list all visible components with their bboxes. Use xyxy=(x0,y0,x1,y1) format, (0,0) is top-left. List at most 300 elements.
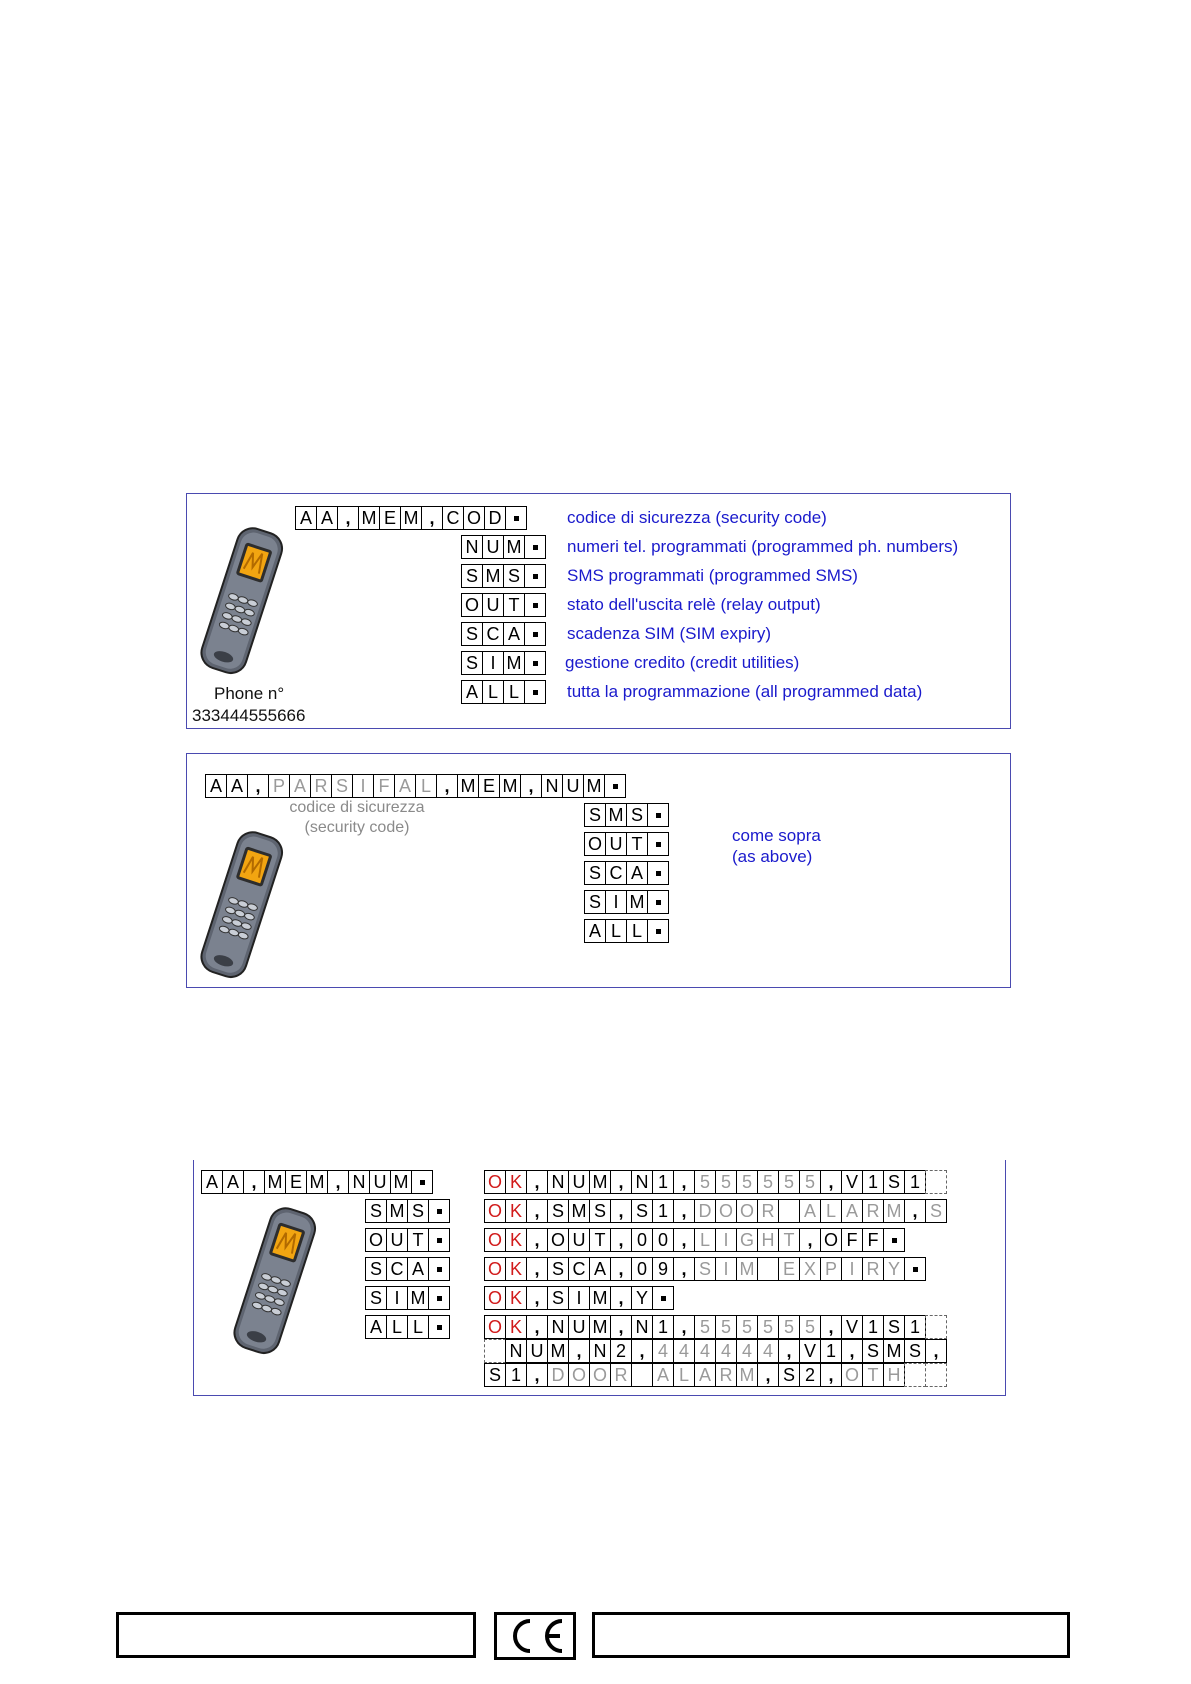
cell: L xyxy=(605,919,627,943)
cell: U xyxy=(482,593,504,617)
cell: A xyxy=(226,774,248,798)
cell-separator: , xyxy=(673,1228,695,1252)
cell-terminator xyxy=(647,832,669,856)
command-row-all xyxy=(366,1315,450,1339)
cell-terminator xyxy=(524,651,546,675)
cell: F xyxy=(862,1228,884,1252)
cell xyxy=(925,1315,947,1339)
cell: S xyxy=(461,564,483,588)
description-sms: SMS programmati (programmed SMS) xyxy=(567,566,858,585)
cell: L xyxy=(673,1363,695,1387)
cell: Y xyxy=(631,1286,653,1310)
cell-separator: , xyxy=(421,506,443,530)
description-all: tutta la programmazione (all programmed data) xyxy=(567,682,923,701)
cell-separator: , xyxy=(610,1199,632,1223)
cell: S xyxy=(547,1257,569,1281)
cell: S xyxy=(904,1339,926,1363)
cell: T xyxy=(862,1363,884,1387)
cell: L xyxy=(386,1315,408,1339)
cell: S xyxy=(503,564,525,588)
cell: I xyxy=(715,1257,737,1281)
command-row-custom xyxy=(206,774,626,798)
cell-ok: K xyxy=(505,1257,527,1281)
footer-left-box xyxy=(116,1612,476,1658)
cell: M xyxy=(503,535,525,559)
cell: N xyxy=(589,1339,611,1363)
cell: O xyxy=(568,1363,590,1387)
cell: N xyxy=(547,1315,569,1339)
phone-label: Phone n° xyxy=(214,684,285,703)
command-row-out xyxy=(366,1228,450,1252)
cell: 0 xyxy=(631,1257,653,1281)
cell: M xyxy=(589,1315,611,1339)
cell-code: L xyxy=(415,774,437,798)
cell xyxy=(925,1170,947,1194)
cell: A xyxy=(461,680,483,704)
cell: U xyxy=(386,1228,408,1252)
cell: E xyxy=(379,506,401,530)
cell: M xyxy=(407,1286,429,1310)
cell: 1 xyxy=(652,1170,674,1194)
description-sim-expiry: scadenza SIM (SIM expiry) xyxy=(567,624,772,643)
cell: T xyxy=(626,832,648,856)
cell-separator: , xyxy=(526,1257,548,1281)
cell-terminator xyxy=(647,890,669,914)
cell: 1 xyxy=(904,1315,926,1339)
cell: A xyxy=(365,1315,387,1339)
cell: L xyxy=(694,1228,716,1252)
cell-separator: , xyxy=(673,1170,695,1194)
cell: S xyxy=(484,1363,506,1387)
command-row-sms xyxy=(585,803,669,827)
cell xyxy=(904,1363,926,1387)
cell-ok: O xyxy=(484,1315,506,1339)
panel-memory-read xyxy=(186,493,1011,729)
cell-separator: , xyxy=(327,1170,349,1194)
cell: S xyxy=(626,803,648,827)
cell-terminator xyxy=(883,1228,905,1252)
description-relay: stato dell'uscita relè (relay output) xyxy=(567,595,821,614)
cell: A xyxy=(799,1199,821,1223)
cell: L xyxy=(407,1315,429,1339)
cell: 5 xyxy=(799,1315,821,1339)
cell: O xyxy=(365,1228,387,1252)
cell-separator: , xyxy=(436,774,458,798)
cell: D xyxy=(547,1363,569,1387)
panel-memory-read-custom-code xyxy=(186,753,1011,988)
cell-terminator xyxy=(524,680,546,704)
cell: S xyxy=(461,622,483,646)
cell: M xyxy=(883,1339,905,1363)
cell: 5 xyxy=(736,1170,758,1194)
description-credit: gestione credito (credit utilities) xyxy=(565,653,800,672)
ce-mark-icon xyxy=(500,1616,570,1656)
footer-right-box xyxy=(592,1612,1070,1658)
cell-separator: , xyxy=(610,1257,632,1281)
cell: S xyxy=(778,1363,800,1387)
code-label-en: (security code) xyxy=(304,819,410,836)
cell: A xyxy=(584,919,606,943)
command-row-sca xyxy=(585,861,669,885)
cell: S xyxy=(694,1257,716,1281)
cell: S xyxy=(589,1199,611,1223)
cell: R xyxy=(610,1363,632,1387)
cell: S xyxy=(547,1286,569,1310)
response-row xyxy=(485,1228,905,1252)
cell: 5 xyxy=(736,1315,758,1339)
response-row xyxy=(485,1339,947,1363)
cell: N xyxy=(547,1170,569,1194)
response-row xyxy=(485,1286,674,1310)
cell: A xyxy=(316,506,338,530)
cell-separator: , xyxy=(243,1170,265,1194)
cell: M xyxy=(626,890,648,914)
note-same-as-above-en: (as above) xyxy=(732,847,813,866)
cell-separator: , xyxy=(610,1170,632,1194)
cell: M xyxy=(605,803,627,827)
cell-terminator xyxy=(647,919,669,943)
cell: R xyxy=(757,1199,779,1223)
cell: M xyxy=(386,1199,408,1223)
cell: S xyxy=(584,803,606,827)
response-row xyxy=(485,1257,926,1281)
cell: A xyxy=(626,861,648,885)
cell: M xyxy=(736,1363,758,1387)
cell-separator: , xyxy=(526,1315,548,1339)
cell-separator: , xyxy=(526,1170,548,1194)
cell-terminator xyxy=(428,1286,450,1310)
command-row-sms xyxy=(366,1199,450,1223)
cell: S xyxy=(883,1170,905,1194)
cell: T xyxy=(503,593,525,617)
cell: D xyxy=(694,1199,716,1223)
cell: L xyxy=(503,680,525,704)
cell: E xyxy=(478,774,500,798)
cell: N xyxy=(461,535,483,559)
cell-separator: , xyxy=(820,1170,842,1194)
cell: O xyxy=(584,832,606,856)
cell: O xyxy=(736,1199,758,1223)
cell: 5 xyxy=(757,1315,779,1339)
cell: C xyxy=(386,1257,408,1281)
cell: F xyxy=(841,1228,863,1252)
cell-separator: , xyxy=(757,1363,779,1387)
cell: M xyxy=(482,564,504,588)
cell-separator: , xyxy=(610,1315,632,1339)
cell xyxy=(778,1199,800,1223)
cell-terminator xyxy=(604,774,626,798)
cell-separator: , xyxy=(610,1286,632,1310)
cell-separator: , xyxy=(526,1363,548,1387)
cell-ok: O xyxy=(484,1257,506,1281)
cell: M xyxy=(503,651,525,675)
cell: A xyxy=(694,1363,716,1387)
cell: 0 xyxy=(652,1228,674,1252)
cell: A xyxy=(407,1257,429,1281)
cell-terminator xyxy=(524,564,546,588)
cell: L xyxy=(482,680,504,704)
cell: I xyxy=(386,1286,408,1310)
cell: S xyxy=(547,1199,569,1223)
cell: C xyxy=(605,861,627,885)
command-row-num xyxy=(462,535,546,559)
cell: S xyxy=(461,651,483,675)
cell-terminator xyxy=(524,593,546,617)
cell-ok: O xyxy=(484,1228,506,1252)
cell-separator: , xyxy=(841,1339,863,1363)
cell: O xyxy=(461,593,483,617)
description-numbers: numeri tel. programmati (programmed ph. numbers) xyxy=(567,537,959,556)
cell: M xyxy=(736,1257,758,1281)
note-same-as-above: come sopra xyxy=(732,826,821,845)
cell: T xyxy=(407,1228,429,1252)
command-row-out xyxy=(585,832,669,856)
command-row-out xyxy=(462,593,546,617)
cell: O xyxy=(547,1228,569,1252)
code-label: codice di sicurezza xyxy=(289,799,425,816)
cell-terminator xyxy=(524,535,546,559)
cell: R xyxy=(862,1257,884,1281)
cell: 1 xyxy=(505,1363,527,1387)
cell: M xyxy=(400,506,422,530)
cell: I xyxy=(605,890,627,914)
cell-code: I xyxy=(352,774,374,798)
cell: 4 xyxy=(757,1339,779,1363)
command-row-all xyxy=(585,919,669,943)
cell: M xyxy=(883,1199,905,1223)
cell: 4 xyxy=(715,1339,737,1363)
cell-terminator xyxy=(505,506,527,530)
cell-terminator xyxy=(647,803,669,827)
cell: I xyxy=(482,651,504,675)
cell: H xyxy=(757,1228,779,1252)
cell-separator: , xyxy=(610,1228,632,1252)
cell: 5 xyxy=(757,1170,779,1194)
cell-separator: , xyxy=(631,1339,653,1363)
cell: D xyxy=(484,506,506,530)
cell-code: R xyxy=(310,774,332,798)
cell: 0 xyxy=(631,1228,653,1252)
cell: M xyxy=(499,774,521,798)
cell: L xyxy=(626,919,648,943)
cell: Y xyxy=(883,1257,905,1281)
cell-separator: , xyxy=(673,1315,695,1339)
cell-terminator xyxy=(647,861,669,885)
cell: U xyxy=(568,1170,590,1194)
cell: M xyxy=(390,1170,412,1194)
cell xyxy=(631,1363,653,1387)
cell: S xyxy=(407,1199,429,1223)
cell: 4 xyxy=(736,1339,758,1363)
cell: M xyxy=(589,1286,611,1310)
cell: 5 xyxy=(715,1315,737,1339)
cell xyxy=(757,1257,779,1281)
cell: U xyxy=(568,1315,590,1339)
cell: 5 xyxy=(778,1315,800,1339)
cell: U xyxy=(562,774,584,798)
cell-separator: , xyxy=(247,774,269,798)
cell: I xyxy=(841,1257,863,1281)
cell: U xyxy=(526,1339,548,1363)
cell: A xyxy=(222,1170,244,1194)
cell: S xyxy=(631,1199,653,1223)
cell: U xyxy=(369,1170,391,1194)
cell: S xyxy=(365,1286,387,1310)
cell: 1 xyxy=(862,1170,884,1194)
cell: S xyxy=(883,1315,905,1339)
cell: A xyxy=(503,622,525,646)
ce-mark-box xyxy=(494,1612,576,1660)
cell-separator: , xyxy=(337,506,359,530)
cell-separator: , xyxy=(820,1315,842,1339)
cell: M xyxy=(306,1170,328,1194)
cell: L xyxy=(820,1199,842,1223)
response-row xyxy=(485,1199,947,1223)
command-row-cod xyxy=(296,506,527,530)
cell-ok: K xyxy=(505,1286,527,1310)
cell: A xyxy=(295,506,317,530)
cell: S xyxy=(925,1199,947,1223)
cell: 1 xyxy=(652,1199,674,1223)
cell-separator: , xyxy=(820,1363,842,1387)
command-row-sim xyxy=(366,1286,450,1310)
cell-separator: , xyxy=(799,1228,821,1252)
cell: R xyxy=(862,1199,884,1223)
cell: O xyxy=(463,506,485,530)
cell: V xyxy=(799,1339,821,1363)
description-security-code: codice di sicurezza (security code) xyxy=(567,508,827,527)
cell: N xyxy=(631,1315,653,1339)
cell: A xyxy=(205,774,227,798)
cell-ok: K xyxy=(505,1315,527,1339)
cell-separator: , xyxy=(520,774,542,798)
cell: M xyxy=(589,1170,611,1194)
cell-separator: , xyxy=(526,1228,548,1252)
cell: E xyxy=(778,1257,800,1281)
cell: E xyxy=(285,1170,307,1194)
cell: M xyxy=(358,506,380,530)
cell-separator: , xyxy=(778,1339,800,1363)
cell: C xyxy=(568,1257,590,1281)
cell: N xyxy=(631,1170,653,1194)
cell: N xyxy=(348,1170,370,1194)
cell: 9 xyxy=(652,1257,674,1281)
cell: 1 xyxy=(862,1315,884,1339)
cell-terminator xyxy=(904,1257,926,1281)
command-row-sms xyxy=(462,564,546,588)
phone-number: 333444555666 xyxy=(192,706,306,725)
cell-terminator xyxy=(411,1170,433,1194)
cell: M xyxy=(583,774,605,798)
command-row-sim xyxy=(462,651,546,675)
cell: O xyxy=(841,1363,863,1387)
cell-ok: K xyxy=(505,1228,527,1252)
cell: 5 xyxy=(715,1170,737,1194)
cell: T xyxy=(778,1228,800,1252)
cell: R xyxy=(715,1363,737,1387)
cell: 5 xyxy=(694,1315,716,1339)
cell: C xyxy=(442,506,464,530)
cell: P xyxy=(820,1257,842,1281)
response-row xyxy=(485,1170,947,1194)
cell: O xyxy=(715,1199,737,1223)
cell-separator: , xyxy=(673,1257,695,1281)
cell: U xyxy=(482,535,504,559)
command-row-num xyxy=(202,1170,433,1194)
cell: I xyxy=(568,1286,590,1310)
cell-separator: , xyxy=(526,1286,548,1310)
cell: M xyxy=(457,774,479,798)
cell-separator: , xyxy=(904,1199,926,1223)
cell: S xyxy=(584,890,606,914)
cell: S xyxy=(365,1257,387,1281)
cell: I xyxy=(715,1228,737,1252)
cell-code: F xyxy=(373,774,395,798)
cell-code: A xyxy=(394,774,416,798)
cell-ok: O xyxy=(484,1199,506,1223)
response-row xyxy=(485,1363,947,1387)
cell: A xyxy=(841,1199,863,1223)
cell: 2 xyxy=(799,1363,821,1387)
mobile-phone-icon xyxy=(193,520,293,680)
cell: N xyxy=(541,774,563,798)
cell-terminator xyxy=(428,1315,450,1339)
cell: S xyxy=(584,861,606,885)
cell: X xyxy=(799,1257,821,1281)
cell-ok: O xyxy=(484,1170,506,1194)
cell: A xyxy=(652,1363,674,1387)
cell: M xyxy=(547,1339,569,1363)
cell: 1 xyxy=(652,1315,674,1339)
cell-terminator xyxy=(652,1286,674,1310)
cell: S xyxy=(862,1339,884,1363)
cell: M xyxy=(568,1199,590,1223)
cell: 4 xyxy=(652,1339,674,1363)
cell: T xyxy=(589,1228,611,1252)
cell: N xyxy=(505,1339,527,1363)
cell: A xyxy=(589,1257,611,1281)
cell: C xyxy=(482,622,504,646)
cell-separator: , xyxy=(568,1339,590,1363)
command-row-sca xyxy=(462,622,546,646)
cell-terminator xyxy=(524,622,546,646)
cell: A xyxy=(201,1170,223,1194)
cell-terminator xyxy=(428,1199,450,1223)
command-row-sim xyxy=(585,890,669,914)
cell-code: P xyxy=(268,774,290,798)
cell: 4 xyxy=(694,1339,716,1363)
cell: 5 xyxy=(799,1170,821,1194)
cell-code: S xyxy=(331,774,353,798)
cell-terminator xyxy=(428,1257,450,1281)
cell-code: A xyxy=(289,774,311,798)
cell: V xyxy=(841,1315,863,1339)
cell xyxy=(925,1363,947,1387)
cell-ok: K xyxy=(505,1170,527,1194)
cell: M xyxy=(264,1170,286,1194)
cell: G xyxy=(736,1228,758,1252)
cell: U xyxy=(605,832,627,856)
cell: 5 xyxy=(778,1170,800,1194)
cell-separator: , xyxy=(526,1199,548,1223)
cell: 2 xyxy=(610,1339,632,1363)
cell: U xyxy=(568,1228,590,1252)
cell: S xyxy=(365,1199,387,1223)
cell-ok: K xyxy=(505,1199,527,1223)
cell-terminator xyxy=(428,1228,450,1252)
cell xyxy=(484,1339,506,1363)
panel-memory-responses xyxy=(193,1160,1006,1396)
